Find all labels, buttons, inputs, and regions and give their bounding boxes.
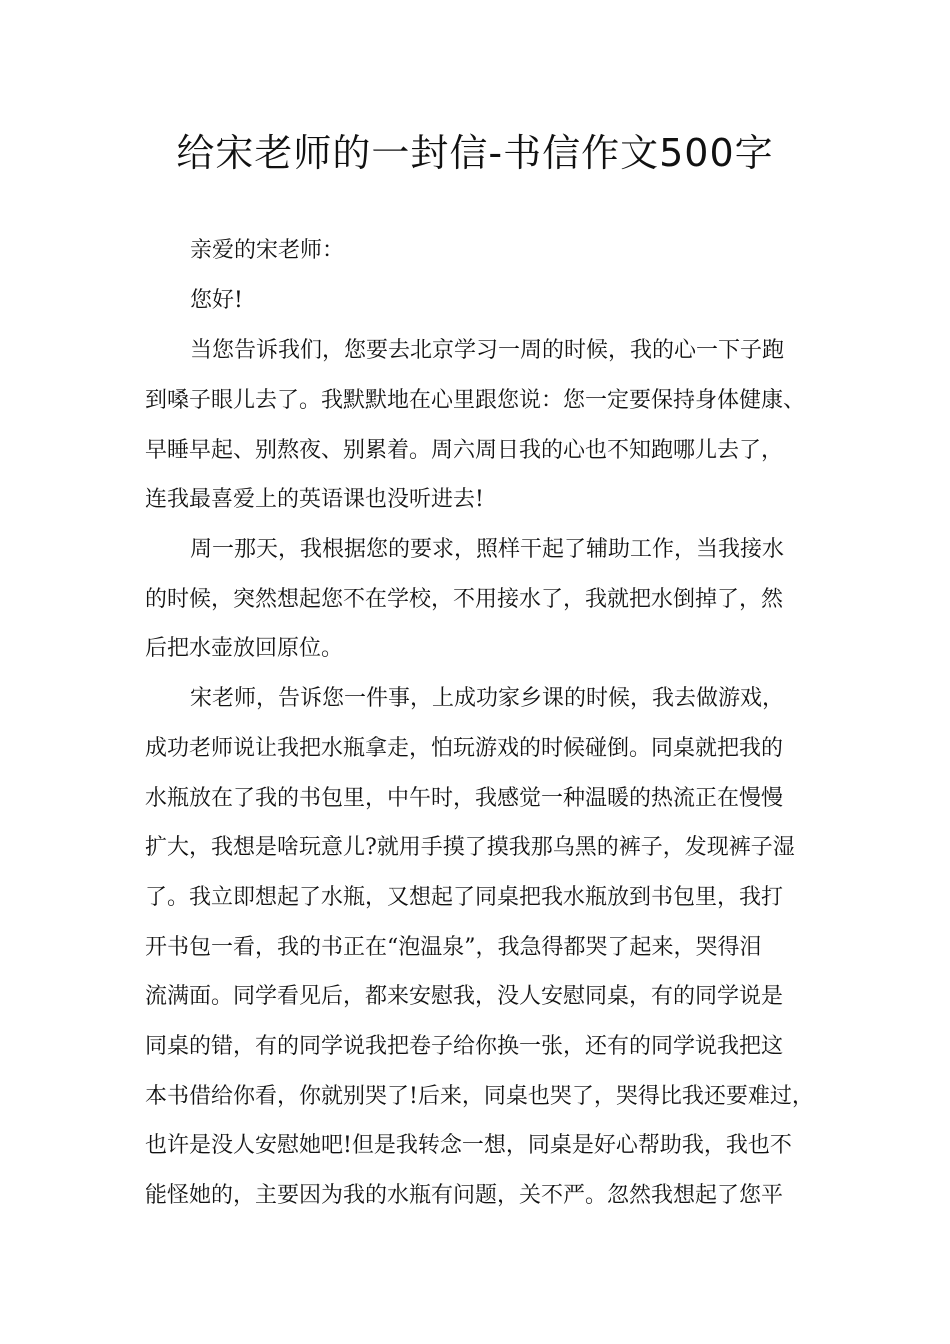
text-line: 当您告诉我们，您要去北京学习一周的时候，我的心一下子跑 xyxy=(190,338,785,363)
text-line: 早睡早起、别熬夜、别累着。周六周日我的心也不知跑哪儿去了， xyxy=(145,438,784,463)
text-line: 到嗓子眼儿去了。我默默地在心里跟您说：您一定要保持身体健康、 xyxy=(145,388,806,413)
document-title: 给宋老师的一封信-书信作文500字 xyxy=(176,131,774,175)
text-line: 扩大，我想是啥玩意儿?就用手摸了摸我那乌黑的裤子，发现裤子湿 xyxy=(145,835,795,860)
text-line: 本书借给你看，你就别哭了!后来，同桌也哭了，哭得比我还要难过， xyxy=(145,1084,814,1109)
text-line: 水瓶放在了我的书包里，中午时，我感觉一种温暖的热流正在慢慢 xyxy=(145,786,784,811)
text-line: 宋老师，告诉您一件事，上成功家乡课的时候，我去做游戏， xyxy=(190,686,785,711)
text-line: 的时候，突然想起您不在学校，不用接水了，我就把水倒掉了，然 xyxy=(145,587,784,612)
text-line: 成功老师说让我把水瓶拿走，怕玩游戏的时候碰倒。同桌就把我的 xyxy=(145,736,784,761)
text-line: 开书包一看，我的书正在“泡温泉”，我急得都哭了起来，哭得泪 xyxy=(145,935,762,960)
salutation: 亲爱的宋老师： xyxy=(190,238,345,263)
greeting: 您好! xyxy=(190,288,243,313)
text-line: 同桌的错，有的同学说我把卷子给你换一张，还有的同学说我把这 xyxy=(145,1034,784,1059)
text-line: 了。我立即想起了水瓶，又想起了同桌把我水瓶放到书包里，我打 xyxy=(145,885,784,910)
text-line: 后把水壶放回原位。 xyxy=(145,636,344,661)
text-line: 能怪她的，主要因为我的水瓶有问题，关不严。忽然我想起了您平 xyxy=(145,1183,784,1208)
text-line: 连我最喜爱上的英语课也没听进去! xyxy=(145,487,484,512)
text-line: 周一那天，我根据您的要求，照样干起了辅助工作，当我接水 xyxy=(190,537,785,562)
text-line: 流满面。同学看见后，都来安慰我，没人安慰同桌，有的同学说是 xyxy=(145,984,784,1009)
text-line: 也许是没人安慰她吧!但是我转念一想，同桌是好心帮助我，我也不 xyxy=(145,1133,792,1158)
